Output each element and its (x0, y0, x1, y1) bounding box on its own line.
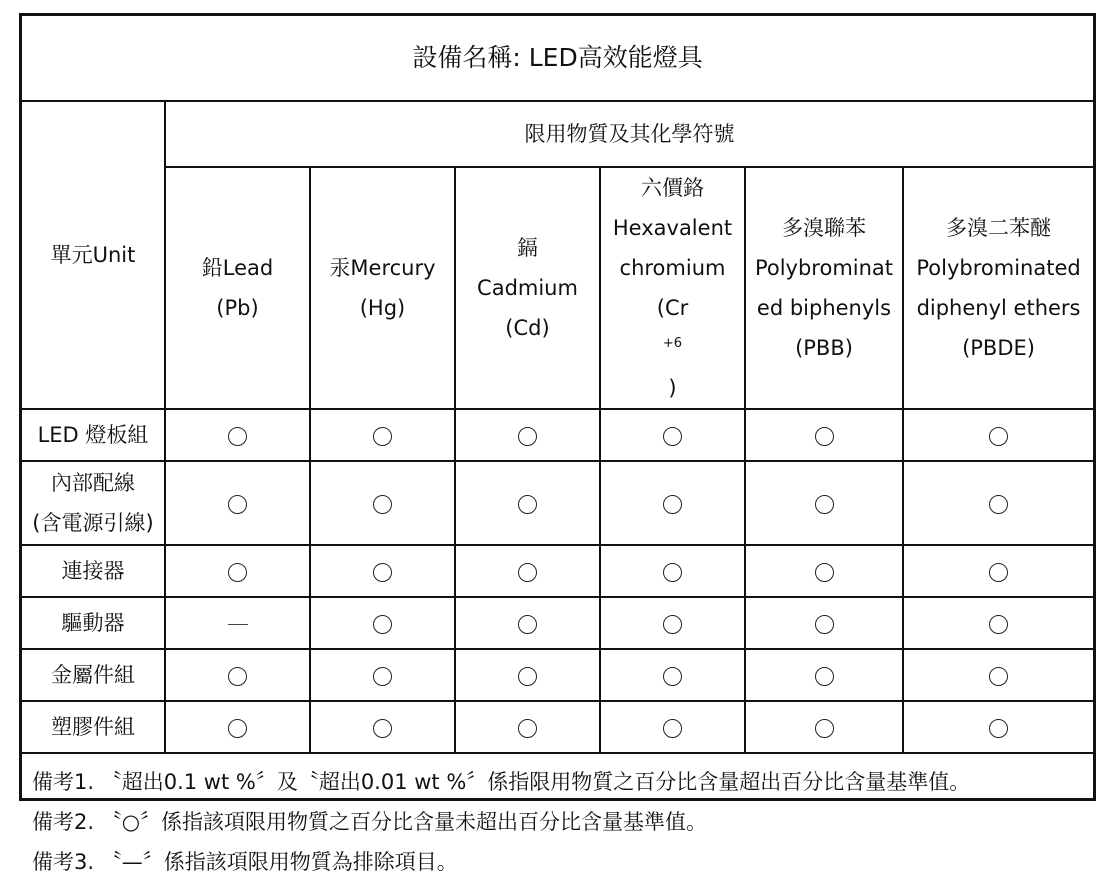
mark-cell-pbde (903, 409, 1093, 461)
mark-cell-mercury (310, 701, 455, 753)
circle-mark-icon (989, 495, 1008, 514)
mark-cell-cadmium (455, 545, 600, 597)
circle-mark-icon (663, 495, 682, 514)
mark-cell-mercury (310, 649, 455, 701)
mark-cell-hexavalent-chromium (600, 597, 745, 649)
mark-cell-hexavalent-chromium (600, 409, 745, 461)
mark-cell-hexavalent-chromium (600, 545, 745, 597)
circle-mark-icon (228, 427, 247, 446)
mark-cell-lead (165, 701, 310, 753)
circle-mark-icon (815, 615, 834, 634)
circle-mark-icon (815, 427, 834, 446)
mark-cell-pbb (745, 409, 903, 461)
remarks-section (22, 753, 1093, 890)
column-header-pbb: 多溴聯苯 Polybrominat ed biphenyls (PBB) (745, 167, 903, 409)
circle-mark-icon (663, 667, 682, 686)
circle-mark-icon (663, 563, 682, 582)
column-header-cadmium: 鎘 Cadmium (Cd) (455, 167, 600, 409)
mark-cell-pbde (903, 545, 1093, 597)
circle-mark-icon (815, 495, 834, 514)
table-row (22, 461, 1093, 545)
circle-mark-icon (815, 719, 834, 738)
circle-mark-icon (815, 563, 834, 582)
circle-mark-icon (228, 719, 247, 738)
unit-header: 單元Unit (22, 101, 165, 409)
circle-mark-icon (228, 495, 247, 514)
table-row (22, 649, 1093, 701)
mark-cell-pbde (903, 649, 1093, 701)
table-row (22, 409, 1093, 461)
circle-mark-icon (518, 667, 537, 686)
mark-cell-lead (165, 597, 310, 649)
circle-mark-icon (373, 667, 392, 686)
equipment-name-title: 設備名稱: LED高效能燈具 (22, 16, 1093, 101)
mark-cell-cadmium (455, 701, 600, 753)
mark-cell-hexavalent-chromium (600, 649, 745, 701)
mark-cell-pbb (745, 461, 903, 545)
mark-cell-pbb (745, 649, 903, 701)
mark-cell-cadmium (455, 409, 600, 461)
mark-cell-cadmium (455, 461, 600, 545)
circle-mark-icon (518, 427, 537, 446)
circle-mark-icon (663, 427, 682, 446)
component-label: 驅動器 (22, 597, 165, 649)
column-header-lead: 鉛Lead (Pb) (165, 167, 310, 409)
circle-mark-icon (518, 615, 537, 634)
circle-mark-icon (373, 563, 392, 582)
component-label: 內部配線 (含電源引線) (22, 461, 165, 545)
circle-mark-icon (663, 719, 682, 738)
mark-cell-pbde (903, 461, 1093, 545)
mark-cell-pbb (745, 545, 903, 597)
circle-mark-icon (989, 427, 1008, 446)
circle-mark-icon (518, 719, 537, 738)
mark-cell-mercury (310, 545, 455, 597)
circle-mark-icon (989, 719, 1008, 738)
component-label: 金屬件組 (22, 649, 165, 701)
mark-cell-mercury (310, 409, 455, 461)
circle-mark-icon (228, 667, 247, 686)
circle-mark-icon (518, 495, 537, 514)
mark-cell-hexavalent-chromium (600, 701, 745, 753)
mark-cell-cadmium (455, 649, 600, 701)
mark-cell-lead (165, 461, 310, 545)
mark-cell-mercury (310, 597, 455, 649)
remark-3: 備考3. 〝—〞係指該項限用物質為排除項目。 (32, 850, 458, 874)
mark-cell-pbb (745, 701, 903, 753)
circle-mark-icon (228, 563, 247, 582)
circle-mark-icon (815, 667, 834, 686)
column-header-pbde: 多溴二苯醚 Polybrominated diphenyl ethers (PBDE) (903, 167, 1093, 409)
table-row (22, 545, 1093, 597)
table-row (22, 597, 1093, 649)
circle-mark-icon (373, 427, 392, 446)
circle-mark-icon (989, 563, 1008, 582)
table-row (22, 701, 1093, 753)
component-label: 塑膠件組 (22, 701, 165, 753)
chromium-symbol: (Cr $^{+6}$ ) (656, 296, 689, 400)
rohs-declaration-document (19, 13, 1096, 874)
column-header-mercury: 汞Mercury (Hg) (310, 167, 455, 409)
restricted-substances-header: 限用物質及其化學符號 (165, 101, 1093, 167)
circle-mark-icon (373, 615, 392, 634)
substance-rows (22, 409, 1093, 753)
mark-cell-hexavalent-chromium (600, 461, 745, 545)
mark-cell-pbde (903, 597, 1093, 649)
mark-cell-cadmium (455, 597, 600, 649)
circle-mark-icon (518, 563, 537, 582)
circle-mark-icon (663, 615, 682, 634)
remark-2: 備考2. 〝○〞係指該項限用物質之百分比含量未超出百分比含量基準值。 (32, 810, 708, 834)
mark-cell-mercury (310, 461, 455, 545)
component-label: 連接器 (22, 545, 165, 597)
mark-cell-pbde (903, 701, 1093, 753)
mark-cell-lead (165, 649, 310, 701)
column-header-hexavalent-chromium: 六價鉻 Hexavalent chromium (Cr $^{+6}$ ) (600, 167, 745, 409)
mark-cell-lead (165, 545, 310, 597)
circle-mark-icon (373, 495, 392, 514)
circle-mark-icon (989, 615, 1008, 634)
circle-mark-icon (373, 719, 392, 738)
remark-1: 備考1. 〝超出0.1 wt %〞及〝超出0.01 wt %〞係指限用物質之百分比含量超出百分比含量基準值。 (32, 770, 971, 794)
circle-mark-icon (989, 667, 1008, 686)
component-label: LED 燈板組 (22, 409, 165, 461)
mark-cell-lead (165, 409, 310, 461)
dash-mark-icon (228, 624, 248, 625)
mark-cell-pbb (745, 597, 903, 649)
restricted-substances-table (22, 16, 1093, 890)
